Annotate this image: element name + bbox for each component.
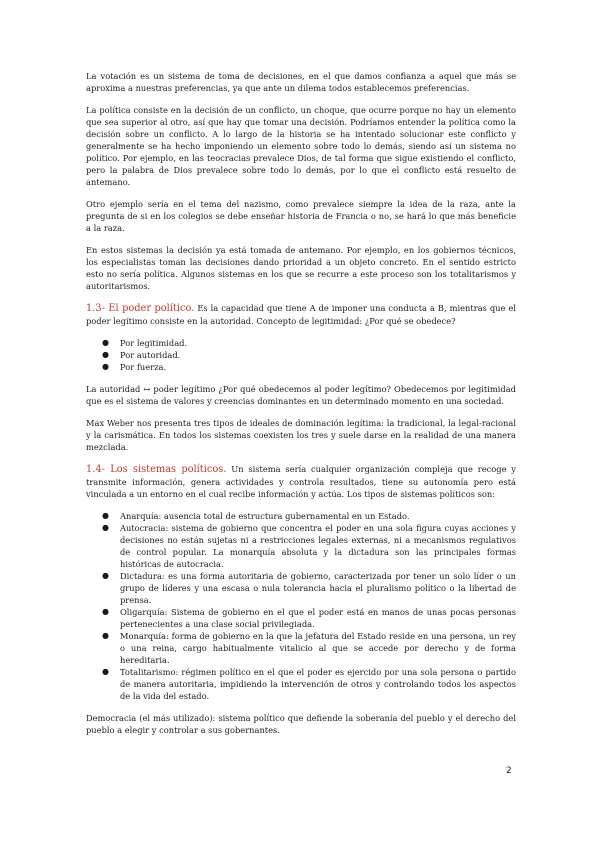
paragraph-nazismo: Otro ejemplo sería en el tema del nazismo, como prevalece siempre la idea de la raza, ante la pregunta de si en los colegios se debe enseñar historia de Francia o no, se hará lo que más beneficie a la raza.: [86, 199, 516, 233]
bullet-icon: ●: [102, 523, 109, 532]
paragraph-politica: La política consiste en la decisión de un conflicto, un choque, que ocurre porque no hay un elemento que sea superior al otro, así que hay que tomar una decisión. Podríamos entender la política como la decisión sobre un conflicto. A lo largo de la historia se ha intentado solucionar este conflicto y generalmente se ha hecho imponiendo un elemento sobre todo lo demás, siendo así un sistema no político. Por ejemplo, en las teocracias prevalece Dios, de tal forma que sigue existiendo el conflicto, pero la palabra de Dios prevalece sobre todo lo demás, por lo que el conflicto está resuelto de antemano.: [86, 105, 516, 187]
document-page: [86, 70, 516, 746]
list-item: ● Oligarquía: Sistema de gobierno en el que el poder está en manos de unas pocas personas pertenecientes a una clase social privilegiada.: [102, 607, 516, 629]
section-heading-1-4: 1.4- Los sistemas políticos.: [86, 464, 227, 475]
section-sistemas-politicos: [86, 463, 516, 500]
bullet-icon: ●: [102, 511, 109, 520]
bullet-icon: ●: [102, 607, 109, 616]
list-item: ● Anarquía: ausencia total de estructura gubernamental en un Estado.: [102, 511, 410, 521]
paragraph-weber: Max Weber nos presenta tres tipos de ideales de dominación legítima: la tradicional, la legal-racional y la carismática. En todos los sistemas coexisten los tres y suele darse en la realidad de una manera mezclada.: [86, 418, 516, 452]
list-item: ● Por legitimidad.: [102, 338, 188, 348]
legitimacy-list: [86, 337, 516, 373]
bullet-icon: ●: [102, 667, 109, 676]
paragraph-democracia: Democracia (el más utilizado): sistema político que defiende la soberanía del pueblo y el derecho del pueblo a elegir y controlar a sus gobernantes.: [86, 713, 516, 735]
list-item: ● Autocracia: sistema de gobierno que concentra el poder en una sola figura cuyas acciones y decisiones no están sujetas ni a restricciones legales externas, ni a mecanismos regulativos de control popular. La monarquía absoluta y la dictadura son las principales formas históricas de autocracia.: [102, 523, 516, 569]
paragraph-autoridad: La autoridad ↔ poder legítimo ¿Por qué obedecemos al poder legítimo? Obedecemos por legitimidad que es el sistema de valores y creencias dominantes en un determinado momento en una sociedad.: [86, 384, 516, 406]
list-item: ● Dictadura: es una forma autoritaria de gobierno, caracterizada por tener un solo líder o un grupo de líderes y una escasa o nula tolerancia hacia el pluralismo político o la libertad de prensa.: [102, 571, 516, 605]
political-systems-list: [86, 510, 516, 702]
section-intro-1-3: Es la capacidad que tiene A de imponer una conducta a B, mientras que el poder legítimo consiste en la autoridad. Concepto de legitimidad: ¿Por qué se obedece?: [86, 303, 516, 326]
section-heading-1-3: 1.3- El poder político.: [86, 303, 195, 314]
bullet-icon: ●: [102, 362, 109, 371]
list-item: ● Por fuerza.: [102, 362, 167, 372]
page-number: 2: [506, 766, 512, 776]
list-item: ● Monarquía: forma de gobierno en la que la jefatura del Estado reside en una persona, un rey o una reina, cargo habitualmente vitalicio al que se accede por derecho y de forma hereditaria.: [102, 631, 516, 665]
section-intro-1-4: Un sistema sería cualquier organización compleja que recoge y transmite información, genera actividades y controla resultados, tiene su autonomía pero está vinculada a un entorno en el cual recibe información y actúa. Los tipos de sistemas políticos son:: [86, 464, 516, 499]
paragraph-votacion: La votación es un sistema de toma de decisiones, en el que damos confianza a aquel que más se aproxima a nuestras preferencias, ya que ante un dilema todos establecemos preferencias.: [86, 71, 516, 93]
paragraph-sistemas-decision: En estos sistemas la decisión ya está tomada de antemano. Por ejemplo, en los gobiernos técnicos, los especialistas toman las decisiones dando prioridad a un objeto concreto. En el sentido estricto esto no sería política. Algunos sistemas en los que se recurre a este proceso son los totalitarismos y autoritarismos.: [86, 245, 516, 291]
section-poder-politico: [86, 302, 516, 327]
bullet-icon: ●: [102, 350, 109, 359]
list-item: ● Por autoridad.: [102, 350, 181, 360]
bullet-icon: ●: [102, 571, 109, 580]
bullet-icon: ●: [102, 338, 109, 347]
list-item: ● Totalitarismo: régimen político en el que el poder es ejercido por una sola persona o partido de manera autoritaria, impidiendo la intervención de otros y controlando todos los aspectos de la vida del estado.: [102, 667, 516, 701]
bullet-icon: ●: [102, 631, 109, 640]
